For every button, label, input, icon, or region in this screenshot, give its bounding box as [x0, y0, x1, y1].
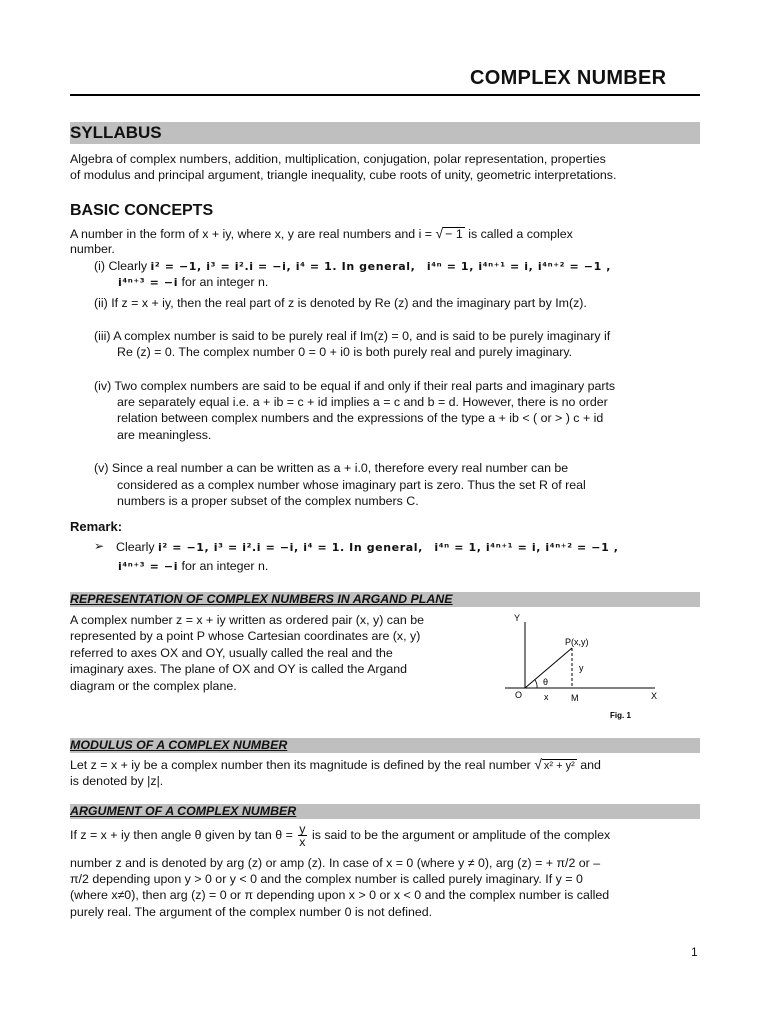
page-title: COMPLEX NUMBER: [470, 67, 667, 89]
basic-intro-a: A number in the form of x + iy, where x, y are real numbers and i =: [70, 227, 433, 241]
syllabus-heading: SYLLABUS: [70, 123, 162, 142]
arrow-bullet-icon: ➢: [94, 539, 105, 553]
modulus-sqrt: x² + y²: [543, 760, 575, 772]
argand-line-1: A complex number z = x + iy written as ordered pair (x, y) can be: [70, 613, 424, 627]
item-i-number: (i): [94, 259, 106, 273]
item-i-math: i² = −1, i³ = i².i = −i, i⁴ = 1. In general,: [150, 260, 416, 273]
argand-line-2: represented by a point P whose Cartesian coordinates are (x, y): [70, 629, 421, 643]
x-segment-label: x: [544, 692, 549, 702]
modulus-heading: MODULUS OF A COMPLEX NUMBER: [70, 738, 288, 752]
item-v-text-1: Since a real number a can be written as a + i.0, therefore every real number can be: [111, 461, 569, 475]
item-iii-number: (iii): [94, 329, 111, 343]
argument-heading-bar: [70, 804, 700, 819]
argand-line-3: referred to axes OX and OY, usually called the real and the: [70, 646, 393, 660]
item-iv-number: (iv): [94, 379, 112, 393]
item-v-line-2: considered as a complex number whose imaginary part is zero. Thus the set R of real: [117, 478, 586, 492]
item-iii-line-2: Re (z) = 0. The complex number 0 = 0 + i0 is both purely real and purely imaginary.: [117, 345, 573, 359]
figure-caption: Fig. 1: [610, 711, 631, 720]
argument-line-3: π/2 depending upon y > 0 or y < 0 and the complex number is called purely imaginary. If y = 0: [70, 872, 583, 886]
item-ii-number: (ii): [94, 296, 108, 310]
item-ii: [94, 295, 700, 312]
sqrt-icon: √: [534, 756, 542, 772]
syllabus-line-2: of modulus and principal argument, triangle inequality, cube roots of unity, geometric interpretations.: [70, 168, 617, 182]
modulus-text-a: Let z = x + iy be a complex number then its magnitude is defined by the real number: [70, 758, 531, 772]
remark-line-1: [116, 539, 696, 557]
item-iv-line-2: are separately equal i.e. a + ib = c + id implies a = c and b = d. However, there is no order: [117, 395, 608, 409]
syllabus-line-1: Algebra of complex numbers, addition, multiplication, conjugation, polar representation, properties: [70, 152, 606, 166]
fraction-numerator: y: [299, 822, 306, 836]
fraction-denominator: x: [299, 835, 306, 849]
item-i-math-3: i⁴ⁿ⁺³ = −i: [118, 276, 179, 289]
modulus-text-b: and: [580, 758, 601, 772]
modulus-heading-bar: [70, 738, 700, 753]
item-iii-line-1: [94, 328, 700, 345]
remark-math-3: i⁴ⁿ⁺³ = −i: [118, 560, 179, 573]
modulus-line-1: [70, 756, 702, 774]
item-i-line-1: [94, 258, 700, 276]
item-v-line-1: [94, 460, 700, 477]
basic-intro-line-2: number.: [70, 242, 115, 256]
theta-label: θ: [543, 677, 549, 687]
syllabus-heading-bar: [70, 122, 700, 144]
y-axis-label: Y: [514, 613, 521, 623]
item-iv-text-1: Two complex numbers are said to be equal if and only if their real parts and imaginary parts: [114, 379, 616, 393]
remark-heading: Remark:: [70, 519, 123, 534]
argand-heading-bar: [70, 592, 700, 607]
item-iv-line-1: [94, 378, 700, 395]
argand-heading: REPRESENTATION OF COMPLEX NUMBERS IN ARGAND PLANE: [70, 592, 453, 606]
item-i-line-2: [118, 274, 678, 292]
item-iii-text-1: A complex number is said to be purely real if Im(z) = 0, and is said to be purely imaginary if: [113, 329, 611, 343]
m-label: M: [571, 693, 579, 703]
argument-text-a: If z = x + iy then angle θ given by tan θ =: [70, 827, 293, 842]
item-iv-line-4: are meaningless.: [117, 428, 212, 442]
argument-text-b: is said to be the argument or amplitude of the complex: [311, 827, 611, 842]
op-line: [525, 648, 572, 688]
item-ii-text: If z = x + iy, then the real part of z is denoted by Re (z) and the imaginary part by Im(z).: [111, 296, 587, 310]
item-v-line-3: numbers is a proper subset of the complex numbers C.: [117, 494, 419, 508]
argument-line-5: purely real. The argument of the complex number 0 is not defined.: [70, 905, 433, 919]
remark-text-b: for an integer n.: [181, 559, 269, 573]
x-axis-label: X: [651, 691, 658, 701]
argument-line-2: number z and is denoted by arg (z) or amp (z). In case of x = 0 (where y ≠ 0), arg (z) = + π/2 or –: [70, 856, 601, 870]
remark-math: i² = −1, i³ = i².i = −i, i⁴ = 1. In general,: [158, 541, 423, 554]
y-over-x-fraction: [298, 823, 306, 848]
origin-label: O: [515, 690, 523, 700]
argument-line-1: [70, 823, 702, 848]
basic-concepts-heading: BASIC CONCEPTS: [70, 202, 214, 219]
point-p-label: P(x,y): [565, 637, 589, 647]
remark-math-2: i⁴ⁿ = 1, i⁴ⁿ⁺¹ = i, i⁴ⁿ⁺² = −1 ,: [434, 541, 619, 554]
item-iv-line-3: relation between complex numbers and the expressions of the type a + ib < ( or > ) c + id: [117, 411, 604, 425]
item-v-number: (v): [94, 461, 109, 475]
argument-line-4: (where x≠0), then arg (z) = 0 or π depending upon x > 0 or x < 0 and the complex number is called: [70, 888, 610, 902]
argand-diagram: [495, 610, 675, 725]
basic-intro-line-1: [70, 225, 702, 243]
item-i-text-b: for an integer n.: [181, 275, 269, 289]
title-rule: [70, 94, 700, 96]
y-segment-label: y: [579, 663, 584, 673]
theta-arc: [535, 680, 537, 688]
remark-line-2: [118, 558, 678, 576]
modulus-line-2: is denoted by |z|.: [70, 774, 164, 788]
basic-intro-b: is called a complex: [468, 227, 573, 241]
item-i-math-2: i⁴ⁿ = 1, i⁴ⁿ⁺¹ = i, i⁴ⁿ⁺² = −1 ,: [426, 260, 612, 273]
sqrt-minus-one: − 1: [445, 227, 463, 241]
argument-heading: ARGUMENT OF A COMPLEX NUMBER: [70, 804, 297, 818]
argand-line-4: imaginary axes. The plane of OX and OY is called the Argand: [70, 662, 408, 676]
remark-text-a: Clearly: [116, 540, 155, 554]
page-number: 1: [691, 945, 698, 959]
argand-line-5: diagram or the complex plane.: [70, 679, 237, 693]
sqrt-icon: √: [435, 225, 444, 241]
item-i-text-a: Clearly: [108, 259, 148, 273]
